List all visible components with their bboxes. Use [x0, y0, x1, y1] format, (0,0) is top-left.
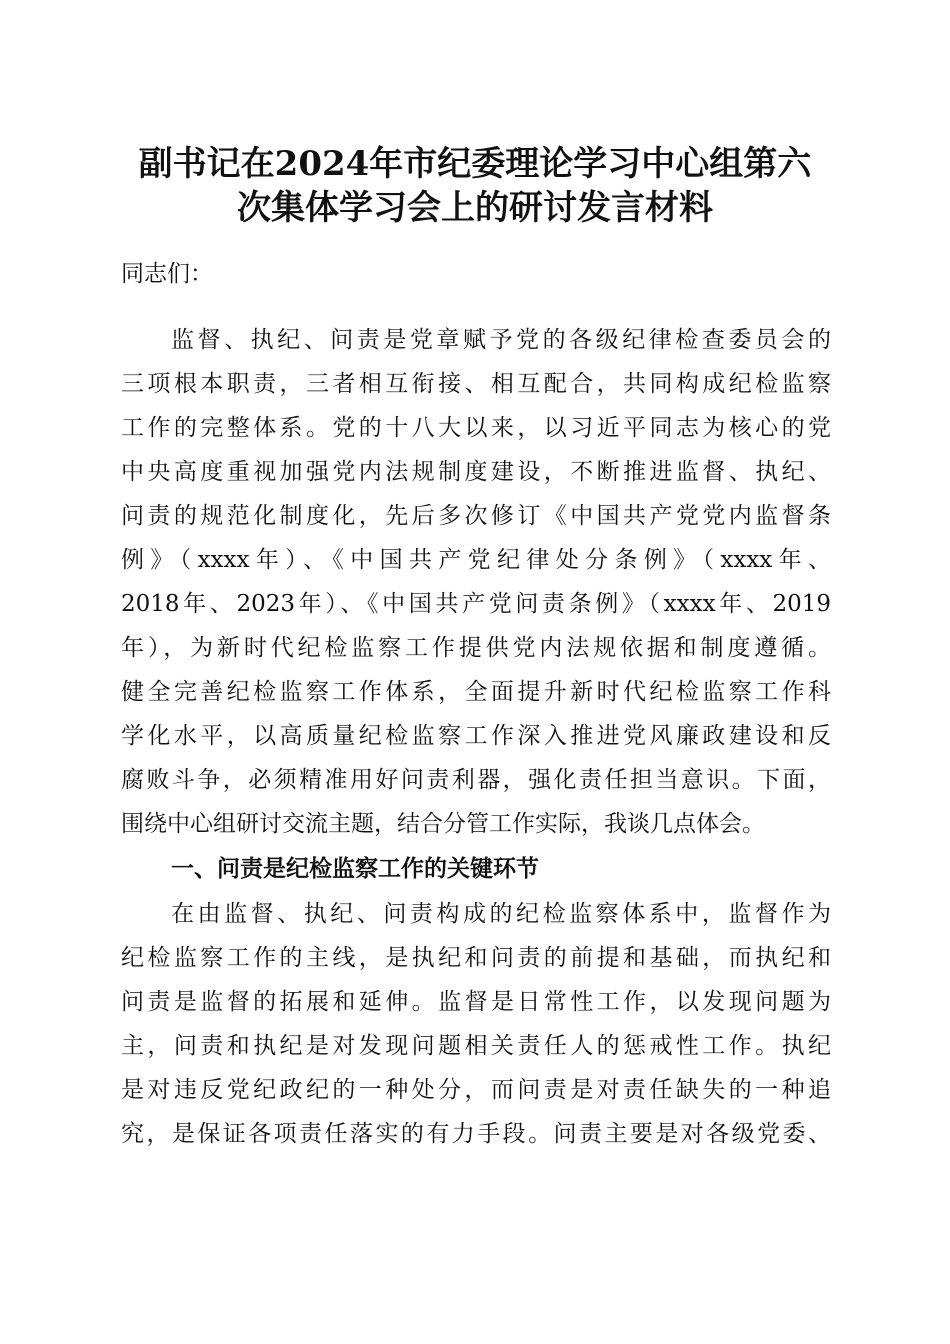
document-title-line-2: 次集体学习会上的研讨发言材料 — [237, 188, 713, 228]
document-title-line-1: 副书记在2024年市纪委理论学习中心组第六 — [138, 144, 812, 184]
paragraph-1-line: 围绕中心组研讨交流主题，结合分管工作实际，我谈几点体会。 — [121, 811, 765, 837]
paragraph-1-line: 年），为新时代纪检监察工作提供党内法规依据和制度遵循。 — [121, 635, 831, 661]
paragraph-1-line: 健全完善纪检监察工作体系，全面提升新时代纪检监察工作科 — [121, 679, 831, 705]
paragraph-1-line: 学化水平，以高质量纪检监察工作深入推进党风廉政建设和反 — [121, 723, 831, 749]
paragraph-2-line: 在由监督、执纪、问责构成的纪检监察体系中，监督作为 — [171, 901, 831, 927]
paragraph-1-line: 问责的规范化制度化，先后多次修订《中国共产党党内监督条 — [121, 503, 831, 529]
paragraph-1-line: 2018年、2023年）、《中国共产党问责条例》（xxxx年、2019 — [121, 591, 831, 617]
paragraph-1-line: 工作的完整体系。党的十八大以来，以习近平同志为核心的党 — [121, 415, 831, 441]
paragraph-1-line: 监督、执纪、问责是党章赋予党的各级纪律检查委员会的 — [171, 327, 831, 353]
paragraph-2-line: 问责是监督的拓展和延伸。监督是日常性工作，以发现问题为 — [121, 989, 831, 1015]
paragraph-2-line: 是对违反党纪政纪的一种处分，而问责是对责任缺失的一种追 — [121, 1077, 831, 1103]
paragraph-2-line: 究，是保证各项责任落实的有力手段。问责主要是对各级党委、 — [121, 1121, 831, 1147]
paragraph-1-line: 三项根本职责，三者相互衔接、相互配合，共同构成纪检监察 — [121, 371, 831, 397]
section-1-heading: 一、问责是纪检监察工作的关键环节 — [171, 856, 539, 882]
salutation: 同志们： — [121, 261, 213, 287]
paragraph-1-line: 例》（xxxx年）、《中国共产党纪律处分条例》（xxxx年、 — [121, 547, 831, 573]
paragraph-2-line: 主，问责和执纪是对发现问题相关责任人的惩戒性工作。执纪 — [121, 1033, 831, 1059]
paragraph-1-line: 腐败斗争，必须精准用好问责利器，强化责任担当意识。下面， — [121, 767, 831, 793]
paragraph-1-line: 中央高度重视加强党内法规制度建设，不断推进监督、执纪、 — [121, 459, 831, 485]
paragraph-2-line: 纪检监察工作的主线，是执纪和问责的前提和基础，而执纪和 — [121, 945, 831, 971]
